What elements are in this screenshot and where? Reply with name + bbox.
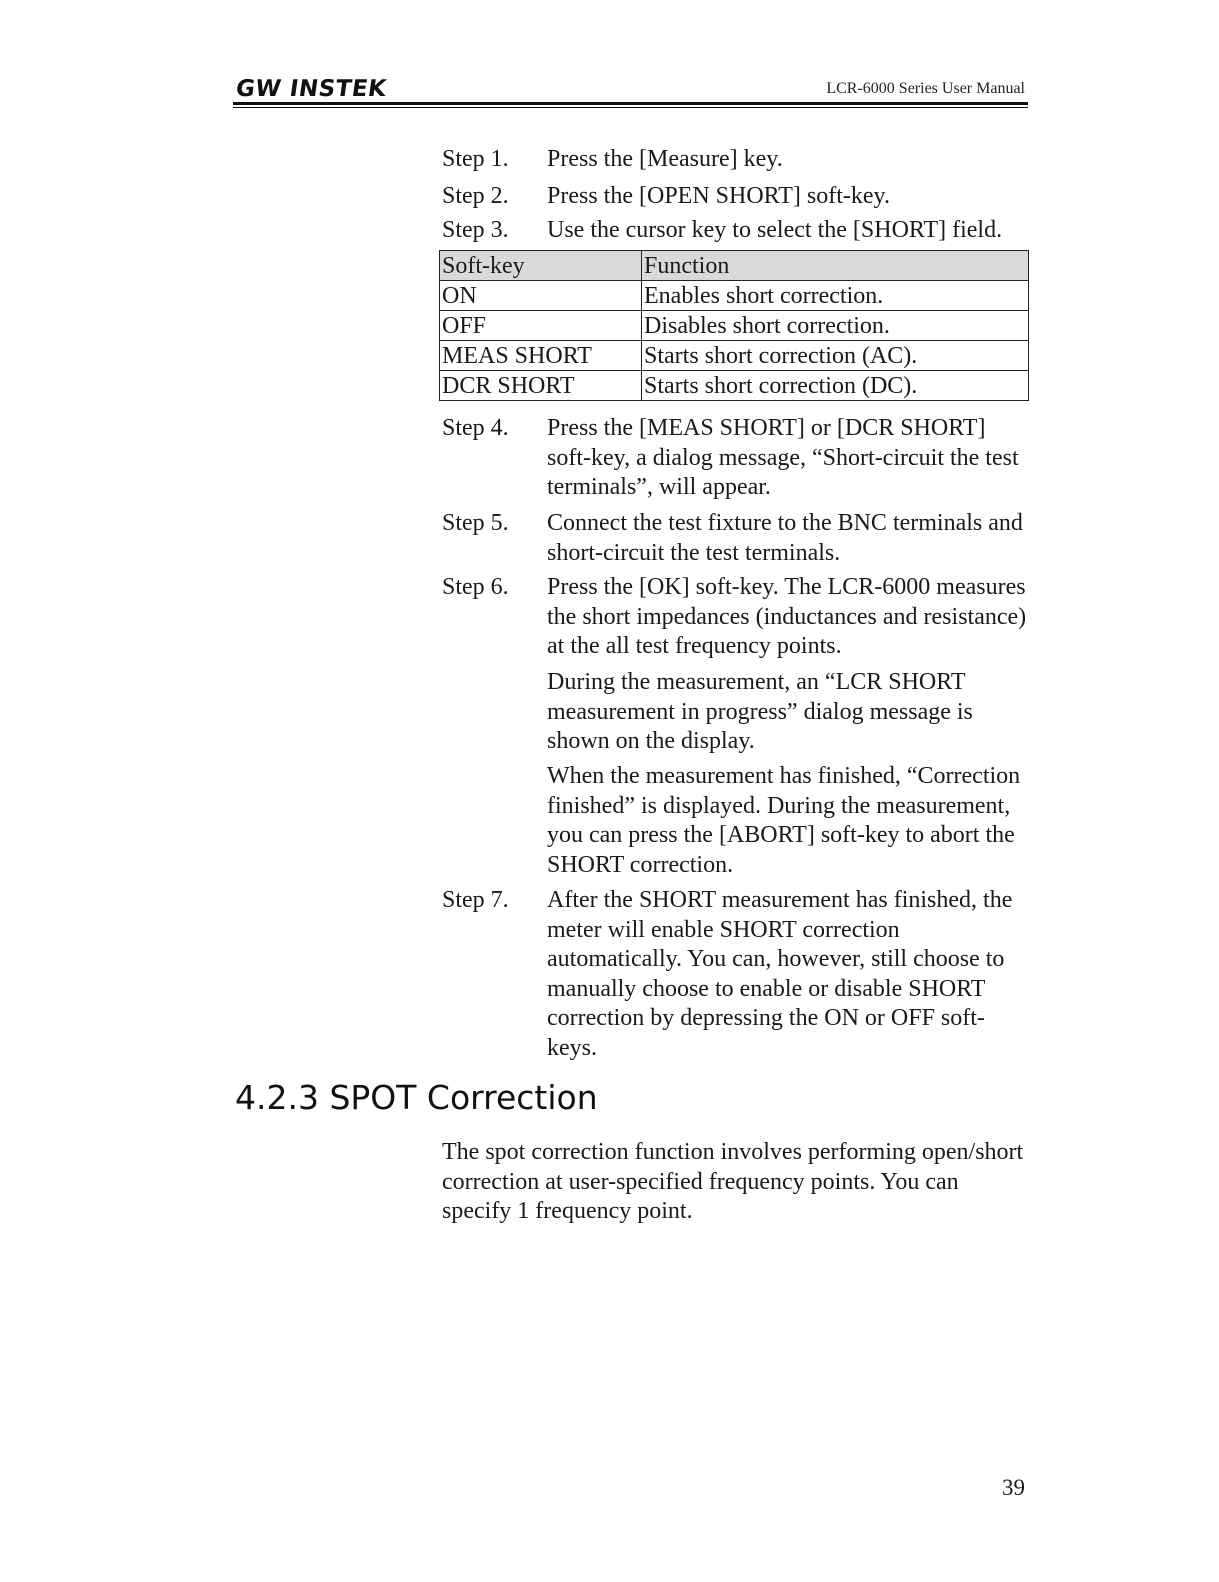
- table-row: [440, 281, 1029, 311]
- section-intro: The spot correction function involves performing open/short correction at user-specified frequency points. You can specify 1 frequency point.: [442, 1139, 1024, 1224]
- step-text: Press the [MEAS SHORT] or [DCR SHORT] soft-key, a dialog message, “Short-circuit the test terminals”, will appear.: [547, 415, 1019, 500]
- step-text: Press the [Measure] key.: [547, 146, 783, 172]
- table-header-cell: Soft-key: [440, 251, 642, 281]
- step-label: Step 4.: [442, 415, 509, 441]
- step-label: Step 3.: [442, 217, 509, 243]
- table-cell: Enables short correction.: [642, 281, 1029, 311]
- step-label: Step 7.: [442, 887, 509, 913]
- step-text: Connect the test fixture to the BNC terminals and short-circuit the test terminals.: [547, 510, 1023, 566]
- brand-logo: GW INSTEK: [234, 76, 389, 102]
- section-heading: 4.2.3 SPOT Correction: [235, 1078, 598, 1117]
- header-title: LCR-6000 Series User Manual: [826, 80, 1025, 97]
- step-label: Step 2.: [442, 183, 509, 209]
- table-row: [440, 311, 1029, 341]
- table-cell: Disables short correction.: [642, 311, 1029, 341]
- header-rule-thin: [233, 107, 1028, 108]
- step-text: Press the [OPEN SHORT] soft-key.: [547, 183, 890, 209]
- table-header-row: [440, 251, 1029, 281]
- header-rule: [233, 102, 1028, 105]
- table-cell: Starts short correction (AC).: [642, 341, 1029, 371]
- table-header-cell: Function: [642, 251, 1029, 281]
- table-cell: MEAS SHORT: [440, 341, 642, 371]
- table-cell: DCR SHORT: [440, 371, 642, 401]
- step-text: After the SHORT measurement has finished, the meter will enable SHORT correction automatically. You can, however, still choose to manually choose to enable or disable SHORT correction by depressing the ON or OFF soft-keys.: [547, 887, 1013, 1061]
- step-6-note-finished: When the measurement has finished, “Correction finished” is displayed. During the measurement, you can press the [ABORT] soft-key to abort the SHORT correction.: [547, 763, 1021, 878]
- step-label: Step 5.: [442, 510, 509, 536]
- step-label: Step 6.: [442, 574, 509, 600]
- table-cell: ON: [440, 281, 642, 311]
- step-label: Step 1.: [442, 146, 509, 172]
- table-row: [440, 371, 1029, 401]
- page-number: 39: [1002, 1475, 1025, 1500]
- step-text: Press the [OK] soft-key. The LCR-6000 measures the short impedances (inductances and resistance) at the all test frequency points.: [547, 574, 1027, 659]
- softkey-table: [439, 250, 1029, 401]
- table-cell: Starts short correction (DC).: [642, 371, 1029, 401]
- step-6-note-progress: During the measurement, an “LCR SHORT measurement in progress” dialog message is shown on the display.: [547, 669, 973, 754]
- table-cell: OFF: [440, 311, 642, 341]
- step-text: Use the cursor key to select the [SHORT] field.: [547, 217, 1003, 243]
- table-row: [440, 341, 1029, 371]
